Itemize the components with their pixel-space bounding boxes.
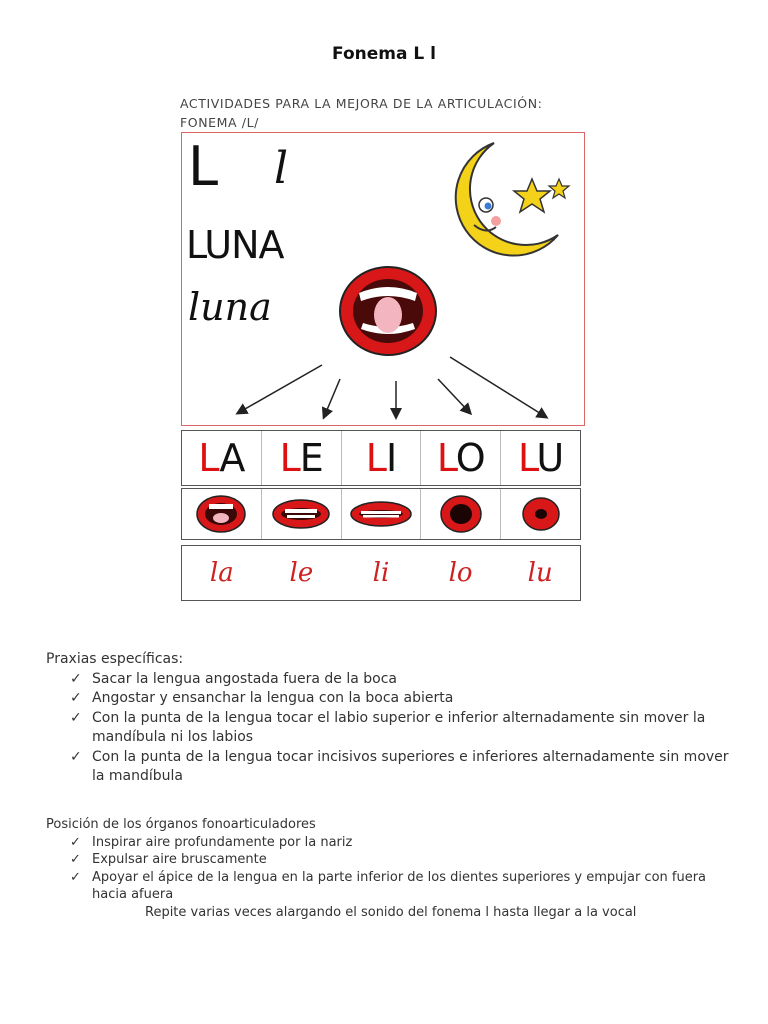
cursive-syllable-cell bbox=[262, 546, 342, 600]
cursive-syllable-cell bbox=[341, 546, 421, 600]
syllable-consonant: L bbox=[518, 436, 537, 480]
praxias-list bbox=[46, 670, 736, 787]
cursive-syllable-cell bbox=[182, 546, 262, 600]
list-item bbox=[70, 670, 736, 690]
cursive-syllable: lu bbox=[527, 558, 553, 588]
list-item-text: Sacar la lengua angostada fuera de la boca bbox=[92, 670, 398, 687]
syllable-vowel: E bbox=[299, 436, 323, 480]
checkmark-icon: ✓ bbox=[70, 748, 82, 765]
page-title: Fonema L l bbox=[332, 44, 436, 64]
checkmark-icon: ✓ bbox=[70, 670, 82, 687]
cursive-letter: l bbox=[274, 143, 289, 194]
mouth-i-icon bbox=[349, 498, 413, 530]
checkmark-icon: ✓ bbox=[70, 852, 81, 867]
syllable-consonant: L bbox=[436, 436, 456, 480]
checkmark-icon: ✓ bbox=[70, 709, 82, 726]
closing-instruction: Repite varias veces alargando el sonido del fonema l hasta llegar a la vocal bbox=[145, 904, 637, 920]
praxias-heading: Praxias específicas: bbox=[46, 651, 184, 667]
syllables-row bbox=[181, 430, 581, 486]
worksheet-heading-line1: ACTIVIDADES PARA LA MEJORA DE LA ARTICULACIÓN: bbox=[180, 96, 543, 111]
cursive-syllables-row bbox=[181, 545, 581, 601]
letter-panel bbox=[181, 132, 585, 426]
list-item-text: Inspirar aire profundamente por la nariz bbox=[92, 834, 353, 850]
mouth-a-icon bbox=[195, 494, 247, 534]
list-item-text: Angostar y ensanchar la lengua con la boca abierta bbox=[92, 690, 454, 706]
syllable-cell bbox=[182, 431, 261, 485]
cursive-syllable: li bbox=[372, 558, 390, 588]
mouth-i-cell bbox=[341, 489, 421, 539]
list-item bbox=[70, 869, 736, 904]
mouth-a-cell bbox=[182, 489, 261, 539]
checkmark-icon: ✓ bbox=[70, 690, 82, 706]
mouth-o-icon bbox=[439, 494, 483, 534]
syllable-vowel: U bbox=[536, 436, 564, 480]
syllable-consonant: L bbox=[279, 436, 300, 480]
syllable-cell bbox=[420, 431, 500, 485]
syllable-consonant: L bbox=[198, 436, 220, 480]
word-cursive: luna bbox=[188, 285, 272, 329]
articulation-worksheet bbox=[176, 86, 592, 606]
list-item bbox=[70, 709, 736, 748]
cursive-syllable: la bbox=[209, 558, 234, 588]
list-item-text: Con la punta de la lengua tocar incisivos superiores e inferiores alternadamente sin mover la mandíbula bbox=[92, 748, 729, 784]
list-item bbox=[70, 748, 736, 787]
syllable-cell bbox=[261, 431, 341, 485]
syllable-cell bbox=[341, 431, 421, 485]
mouth-u-icon bbox=[521, 496, 561, 532]
cursive-syllable-cell bbox=[500, 546, 580, 600]
mouth-o-cell bbox=[420, 489, 500, 539]
cursive-syllable: le bbox=[289, 558, 314, 588]
list-item-text: Apoyar el ápice de la lengua en la parte inferior de los dientes superiores y empujar con fuera hacia afuera bbox=[92, 869, 707, 902]
mouth-u-cell bbox=[500, 489, 580, 539]
checkmark-icon: ✓ bbox=[70, 869, 81, 885]
mouth-e-icon bbox=[271, 496, 331, 532]
syllable-vowel: A bbox=[219, 436, 245, 480]
syllable-vowel: I bbox=[385, 436, 397, 480]
list-item bbox=[70, 689, 736, 709]
cursive-syllable-cell bbox=[421, 546, 501, 600]
posicion-section bbox=[46, 816, 736, 921]
list-item-text: Expulsar aire bruscamente bbox=[92, 852, 267, 867]
list-item bbox=[70, 851, 736, 869]
syllable-vowel: O bbox=[455, 436, 485, 480]
list-item-text: Con la punta de la lengua tocar el labio superior e inferior alternadamente sin mover la mandíbula ni los labios bbox=[92, 709, 706, 745]
mouth-shapes-row bbox=[181, 488, 581, 540]
posicion-heading: Posición de los órganos fonoarticuladores bbox=[46, 817, 316, 832]
cursive-syllable: lo bbox=[448, 558, 473, 588]
posicion-list bbox=[46, 834, 736, 904]
syllable-cell bbox=[500, 431, 580, 485]
worksheet-heading-line2: FONEMA /L/ bbox=[180, 115, 259, 130]
praxias-section bbox=[46, 650, 736, 787]
uppercase-letter: L bbox=[188, 135, 219, 198]
arrows-diagram bbox=[182, 133, 586, 427]
checkmark-icon: ✓ bbox=[70, 834, 81, 850]
list-item bbox=[70, 834, 736, 852]
word-uppercase: LUNA bbox=[186, 223, 284, 267]
mouth-e-cell bbox=[261, 489, 341, 539]
worksheet-heading bbox=[180, 94, 542, 132]
syllable-consonant: L bbox=[365, 436, 386, 480]
